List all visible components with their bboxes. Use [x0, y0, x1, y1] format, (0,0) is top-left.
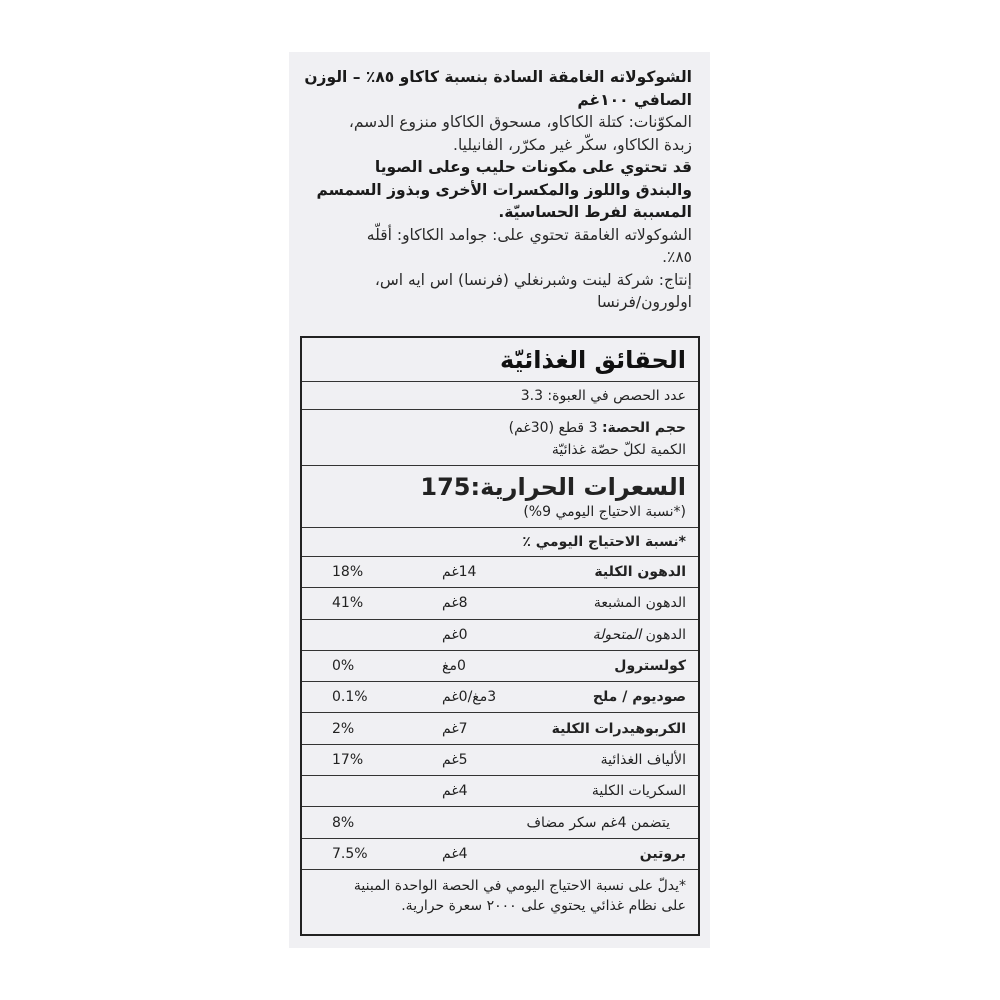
nutrient-name: كولسترول [614, 658, 686, 675]
ingredients-line-1: المكوّنات: كتلة الكاكاو، مسحوق الكاكاو منزوع الدسم، [348, 113, 692, 131]
nutrient-row-cholesterol [302, 651, 698, 682]
nutrient-amount: 5غم [442, 751, 468, 768]
nutrient-daily-value: 2% [332, 720, 355, 737]
serving-size [314, 417, 686, 439]
nutrient-amount: 8غم [442, 595, 468, 612]
nutrient-daily-value: 18% [332, 564, 364, 581]
servings-per-pack: عدد الحصص في العبوة: 3.3 [302, 382, 698, 410]
amount-per-serving: الكمية لكلّ حصّة غذائيّة [551, 441, 686, 458]
nutrient-name: بروتين [639, 845, 686, 862]
nutrient-row-saturated-fat [302, 588, 698, 619]
nutrition-facts-table [300, 336, 700, 936]
footnote-line-2: على نظام غذائي يحتوي على ٢٠٠٠ سعرة حرارية. [401, 897, 686, 914]
nutrient-row-total-fat [302, 557, 698, 588]
nutrient-amount: 7غم [442, 720, 468, 737]
product-title-line-1: الشوكولاته الغامقة السادة بنسبة كاكاو ٨٥٪ – الوزن [304, 68, 692, 86]
product-description [289, 52, 710, 314]
daily-value-footnote [302, 870, 698, 934]
nutrient-amount: 14غم [442, 564, 477, 581]
calories-section [302, 466, 698, 528]
nutrient-name-prefix: الدهون [641, 626, 686, 643]
nutrient-row-protein [302, 839, 698, 870]
nutrient-name [593, 627, 686, 643]
nutrient-name-italic: المتحولة [592, 626, 642, 643]
nutrient-amount: 4غم [442, 845, 468, 862]
nutrient-name: صوديوم / ملح [592, 689, 686, 706]
cocoa-solids-line-2: ٨٥٪. [662, 248, 692, 266]
allergen-line-1: قد تحتوي على مكونات حليب وعلى الصويا [374, 158, 692, 176]
nutrient-row-added-sugars [302, 807, 698, 838]
nutrient-daily-value: 8% [332, 814, 355, 831]
nutrient-name: الألياف الغذائية [600, 751, 686, 768]
nutrition-facts-title: الحقائق الغذائيّة [302, 338, 698, 382]
nutrient-daily-value: 0% [332, 658, 355, 675]
nutrition-label-card [289, 52, 710, 948]
nutrient-name: الدهون الكلية [594, 564, 686, 581]
nutrient-daily-value: 7.5% [332, 845, 368, 862]
calories-daily-value: (*نسبة الاحتياج اليومي 9%) [523, 503, 686, 520]
nutrient-amount: 4غم [442, 783, 468, 800]
nutrient-row-trans-fat [302, 620, 698, 651]
daily-value-header: *نسبة الاحتياج اليومي ٪ [302, 528, 698, 557]
serving-size-section [302, 410, 698, 466]
producer-line-2: اولورون/فرنسا [597, 293, 692, 311]
nutrient-daily-value: 17% [332, 751, 364, 768]
nutrient-name: الكربوهيدرات الكلية [551, 720, 686, 737]
nutrient-amount: 3مغ/0غم [442, 689, 497, 706]
nutrient-row-dietary-fiber [302, 745, 698, 776]
nutrient-name: الدهون المشبعة [593, 595, 686, 612]
nutrient-name: يتضمن 4غم سكر مضاف [526, 814, 670, 831]
nutrient-row-total-carbohydrates [302, 713, 698, 744]
calories [314, 472, 686, 502]
producer-line-1: إنتاج: شركة لينت وشبرنغلي (فرنسا) اس ايه اس، [374, 270, 692, 289]
nutrient-amount: 0غم [442, 626, 468, 643]
nutrient-daily-value: 41% [332, 595, 364, 612]
serving-size-value: 3 قطع (30غم) [508, 419, 598, 436]
product-title-line-2: الصافي ١٠٠غم [577, 90, 692, 109]
nutrient-row-sodium [302, 682, 698, 713]
nutrient-amount: 0مغ [442, 658, 466, 675]
allergen-line-3: المسببة لفرط الحساسيّة. [498, 203, 692, 221]
nutrient-name: السكريات الكلية [591, 783, 686, 800]
calories-label: السعرات الحرارية: [470, 472, 686, 501]
ingredients-line-2: زبدة الكاكاو، سكّر غير مكرّر، الفانيليا. [453, 135, 692, 154]
nutrient-daily-value: 0.1% [332, 689, 368, 706]
allergen-line-2: والبندق واللوز والمكسرات الأخرى وبذوز السمسم [316, 180, 692, 199]
footnote-line-1: *يدلّ على نسبة الاحتياج اليومي في الحصة الواحدة المبنية [353, 877, 686, 894]
serving-size-label: حجم الحصة: [601, 419, 686, 436]
nutrient-row-total-sugars [302, 776, 698, 807]
calories-value: 175 [420, 472, 471, 501]
cocoa-solids-line-1: الشوكولاته الغامقة تحتوي على: جوامد الكاكاو: أقلّه [366, 225, 692, 244]
